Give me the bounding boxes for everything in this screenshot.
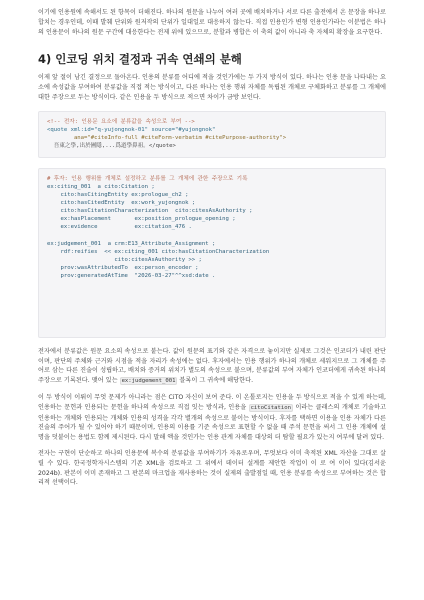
- turtle-line: [47, 231, 377, 239]
- cito-text-end: 이라는 클래스의 개체로 기술하고 인용하는 개체와 인용되는 개체와 인용의 성격을 각각 별개의 속성으로 붙이는 방식이다. 후자를 택하면 이용을 인용 자체가 다른 진술의 주어가 될 수 있어야 하기 때문이며, 인용의 이용률 기준 속성으로 표현할 수 없을 때 주석 문헌을 써서 그 인용 개체에 설명을 덧붙이는 용법도 함께 제시된다. 다시 말해 액을 것인가는 인용 관계 자체를 대상의 더 탐할 필요가 있는지 여부에 달려 있다.: [38, 403, 386, 442]
- turtle-line: ex:hasPlacement ex:position_prologue_opening ;: [47, 216, 236, 223]
- inline-code-citation: citoCitation: [250, 404, 291, 411]
- turtle-line: prov:generatedAtTime "2026-03-27"^^xsd:date .: [47, 272, 216, 279]
- turtle-line: cito:hasCitationCharacterization cito:citesAsAuthority ;: [47, 208, 253, 215]
- turtle-line: rdf:reifies << ex:citing_001 cito:hasCitationCharacterization: [47, 248, 270, 255]
- after-code-text-end: 블록이 그 귀속에 해당한다.: [177, 377, 254, 385]
- code-ana-attribute: ana="#citeInfo-full #citeForm-verbatim #citePurpose-authority">: [47, 134, 287, 141]
- inline-code: ex:judgement_001: [121, 378, 176, 385]
- cito-text: 이 두 방식이 이뤄이 무엇 문제가 아니라는 점은 CiTO 자신이 보여 준다. 이 온톨로지는 인용을 두 방식으로 적을 수 있게 하는데, 인용하는 문헌과 인용되는 문헌을 하나의 속성으로 직접 잇는 방식과, 인용을: [38, 393, 386, 411]
- after-code-text: 전자에서 분류값은 원문 요소의 속성으로 붙는다. 값이 원문의 표기와 같은 자격으로 놓이지만 실제로 그것은 인코더가 내린 판단이며, 판단의 주체와 근거와 시점을 적을 자리가 속성에는 없다. 후자에서는 인용 행위가 하나의 개체로 세워지므로 그 개체를 주어로 삼는 다른 진술이 성립하고, 배치와 증거의 위치가 별도의 속성으로 붙으며, 분류값의 부여 자체가 인코더에게 귀속된 하나의 주장으로 기록된다. 맺어 있는: [38, 347, 386, 385]
- turtle-line: ex:evidence ex:citation_476 .: [47, 224, 192, 231]
- code-comment: <!-- 전자: 인용문 요소에 분류값을 속성으로 부여 -->: [47, 118, 195, 125]
- turtle-line: cito:hasCitedEntity ex:work_yujongnok ;: [47, 200, 196, 207]
- code-block-xml: [38, 111, 386, 158]
- intro-paragraph: 이기에 인용원에 속해서도 된 항목이 더해진다. 하나의 원문을 나누어 여러 곳에 배치하거나 서로 다른 출전에서 온 문장을 하나로 합치는 경우인데, 이때 발췌 단위와 원저작의 단위가 일대일로 대응하지 않는다. 직접 인용인가 변형 인용인가라는 이분법은 하나의 인용문이 하나의 원문 구간에 대응한다는 전제 위에 있으므로, 분할과 병합은 이 축의 값이 아니라 축 자체의 확장을 요구한다.: [38, 9, 386, 36]
- turtle-line: cito:hasCitingEntity ex:prologue_ch2 ;: [47, 191, 189, 198]
- turtle-line: prov:wasAttributedTo ex:person_encoder ;: [47, 264, 199, 271]
- turtle-line: # 후자: 인용 행위를 개체로 설정하고 분류를 그 개체에 관한 주장으로 기록: [47, 175, 248, 182]
- section-heading: 4) 인코딩 위치 결정과 귀속 연쇄의 분해: [38, 52, 242, 67]
- cito-paragraph: [38, 393, 386, 443]
- closing-paragraph: 전자는 구현이 단순하고 하나의 인용문에 복수의 분류값을 부여하기가 자유로우며, 무엇보다 이미 축적된 XML 자산을 그대로 살릴 수 있다. 한국정학자시스템의 기존 XML을 검토하고 그 위에서 데이터 설계를 제안한 작업이 이 로 여 이어 있다(김서윤 2024b). 판본이 이미 존재하고 그 판본의 마크업을 재사용하는 것이 실제의 출발점일 때, 인용 분류를 속성으로 부여하는 것은 합리적 선택이다.: [38, 449, 386, 487]
- turtle-line: cito:citesAsAuthority >> ;: [47, 256, 202, 263]
- turtle-line: ex:judgement_001 a crm:E13_Attribute_Assignment ;: [47, 240, 216, 247]
- code-block-turtle: [38, 168, 386, 338]
- code-quote-text: 吾東之學,出於圃隱,...爲道學鼻祖。</quote>: [47, 143, 176, 150]
- after-code-paragraph: [38, 347, 386, 387]
- section-body-paragraph: 이제 앞 절이 남긴 결정으로 돌아온다. 인용의 분류를 어디에 적을 것인가에는 두 가지 방식이 있다. 하나는 인용 문을 나타내는 요소에 속성값을 부여하여 분류값을 직접 적는 방식이고, 다른 하나는 인용 행위 자체를 독립된 개체로 구체화하고 분류를 그 개체에 대한 주장으로 두는 방식이다. 같은 인용을 두 방식으로 적으면 차이가 금방 보인다.: [38, 74, 386, 101]
- code-open-tag: <quote xml:id="q-yujongnok-01" source="#yujongnok": [47, 126, 216, 133]
- turtle-line: ex:citing_001 a cito:Citation ;: [47, 183, 155, 190]
